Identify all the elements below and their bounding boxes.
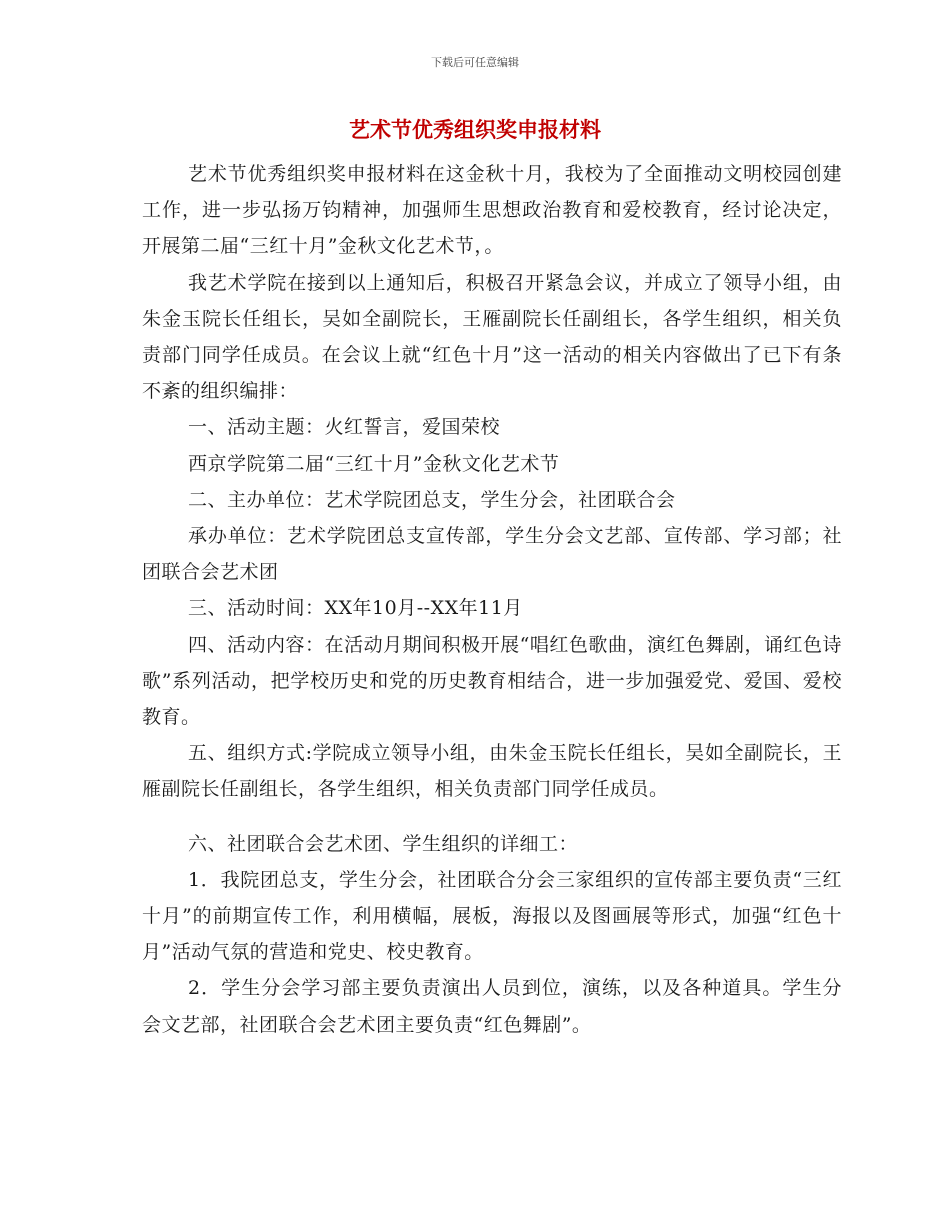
paragraph-meeting: 我艺术学院在接到以上通知后，积极召开紧急会议，并成立了领导小组，由朱金玉院长任组长，吴如全副院长，王雁副院长任副组长，各学生组织，相关负责部门同学任成员。在会议上就“红色十月”这一活动的相关内容做出了已下有条不紊的组织编排：	[142, 271, 842, 403]
paragraph-item-2: 2．学生分会学习部主要负责演出人员到位，演练，以及各种道具。学生分会文艺部，社团联合会艺术团主要负责“红色舞剧”。	[142, 977, 842, 1036]
paragraph-item-1: 1．我院团总支，学生分会，社团联合分会三家组织的宣传部主要负责“三红十月”的前期宣传工作，利用横幅，展板，海报以及图画展等形式，加强“红色十月”活动气氛的营造和党史、校史教育。	[142, 868, 842, 964]
paragraph-time: 三、活动时间：XX年10月--XX年11月	[188, 597, 523, 620]
paragraph-organizer: 二、主办单位：艺术学院团总支，学生分会，社团联合会	[188, 488, 676, 511]
header-note: 下载后可任意编辑	[431, 56, 519, 69]
paragraph-festival-name: 西京学院第二届“三红十月”金秋文化艺术节	[188, 452, 560, 475]
paragraph-intro: 艺术节优秀组织奖申报材料在这金秋十月，我校为了全面推动文明校园创建工作，进一步弘扬万钧精神，加强师生思想政治教育和爱校教育，经讨论决定，开展第二届“三红十月”金秋文化艺术节，。	[142, 163, 842, 258]
document-body	[142, 156, 842, 1043]
paragraph-work-details: 六、社团联合会艺术团、学生组织的详细工：	[188, 832, 579, 855]
paragraph-co-organizer: 承办单位：艺术学院团总支宣传部，学生分会文艺部、宣传部、学习部；社团联合会艺术团	[142, 525, 842, 584]
paragraph-organization-method: 五、组织方式:学院成立领导小组，由朱金玉院长任组长，吴如全副院长，王雁副院长任副组长，各学生组织，相关负责部门同学任成员。	[142, 742, 842, 801]
document-title: 艺术节优秀组织奖申报材料	[349, 118, 601, 142]
paragraph-content: 四、活动内容：在活动月期间积极开展“唱红色歌曲，演红色舞剧，诵红色诗歌”系列活动，把学校历史和党的历史教育相结合，进一步加强爱党、爱国、爱校教育。	[142, 633, 842, 729]
paragraph-theme: 一、活动主题：火红誓言，爱国荣校	[188, 416, 501, 439]
